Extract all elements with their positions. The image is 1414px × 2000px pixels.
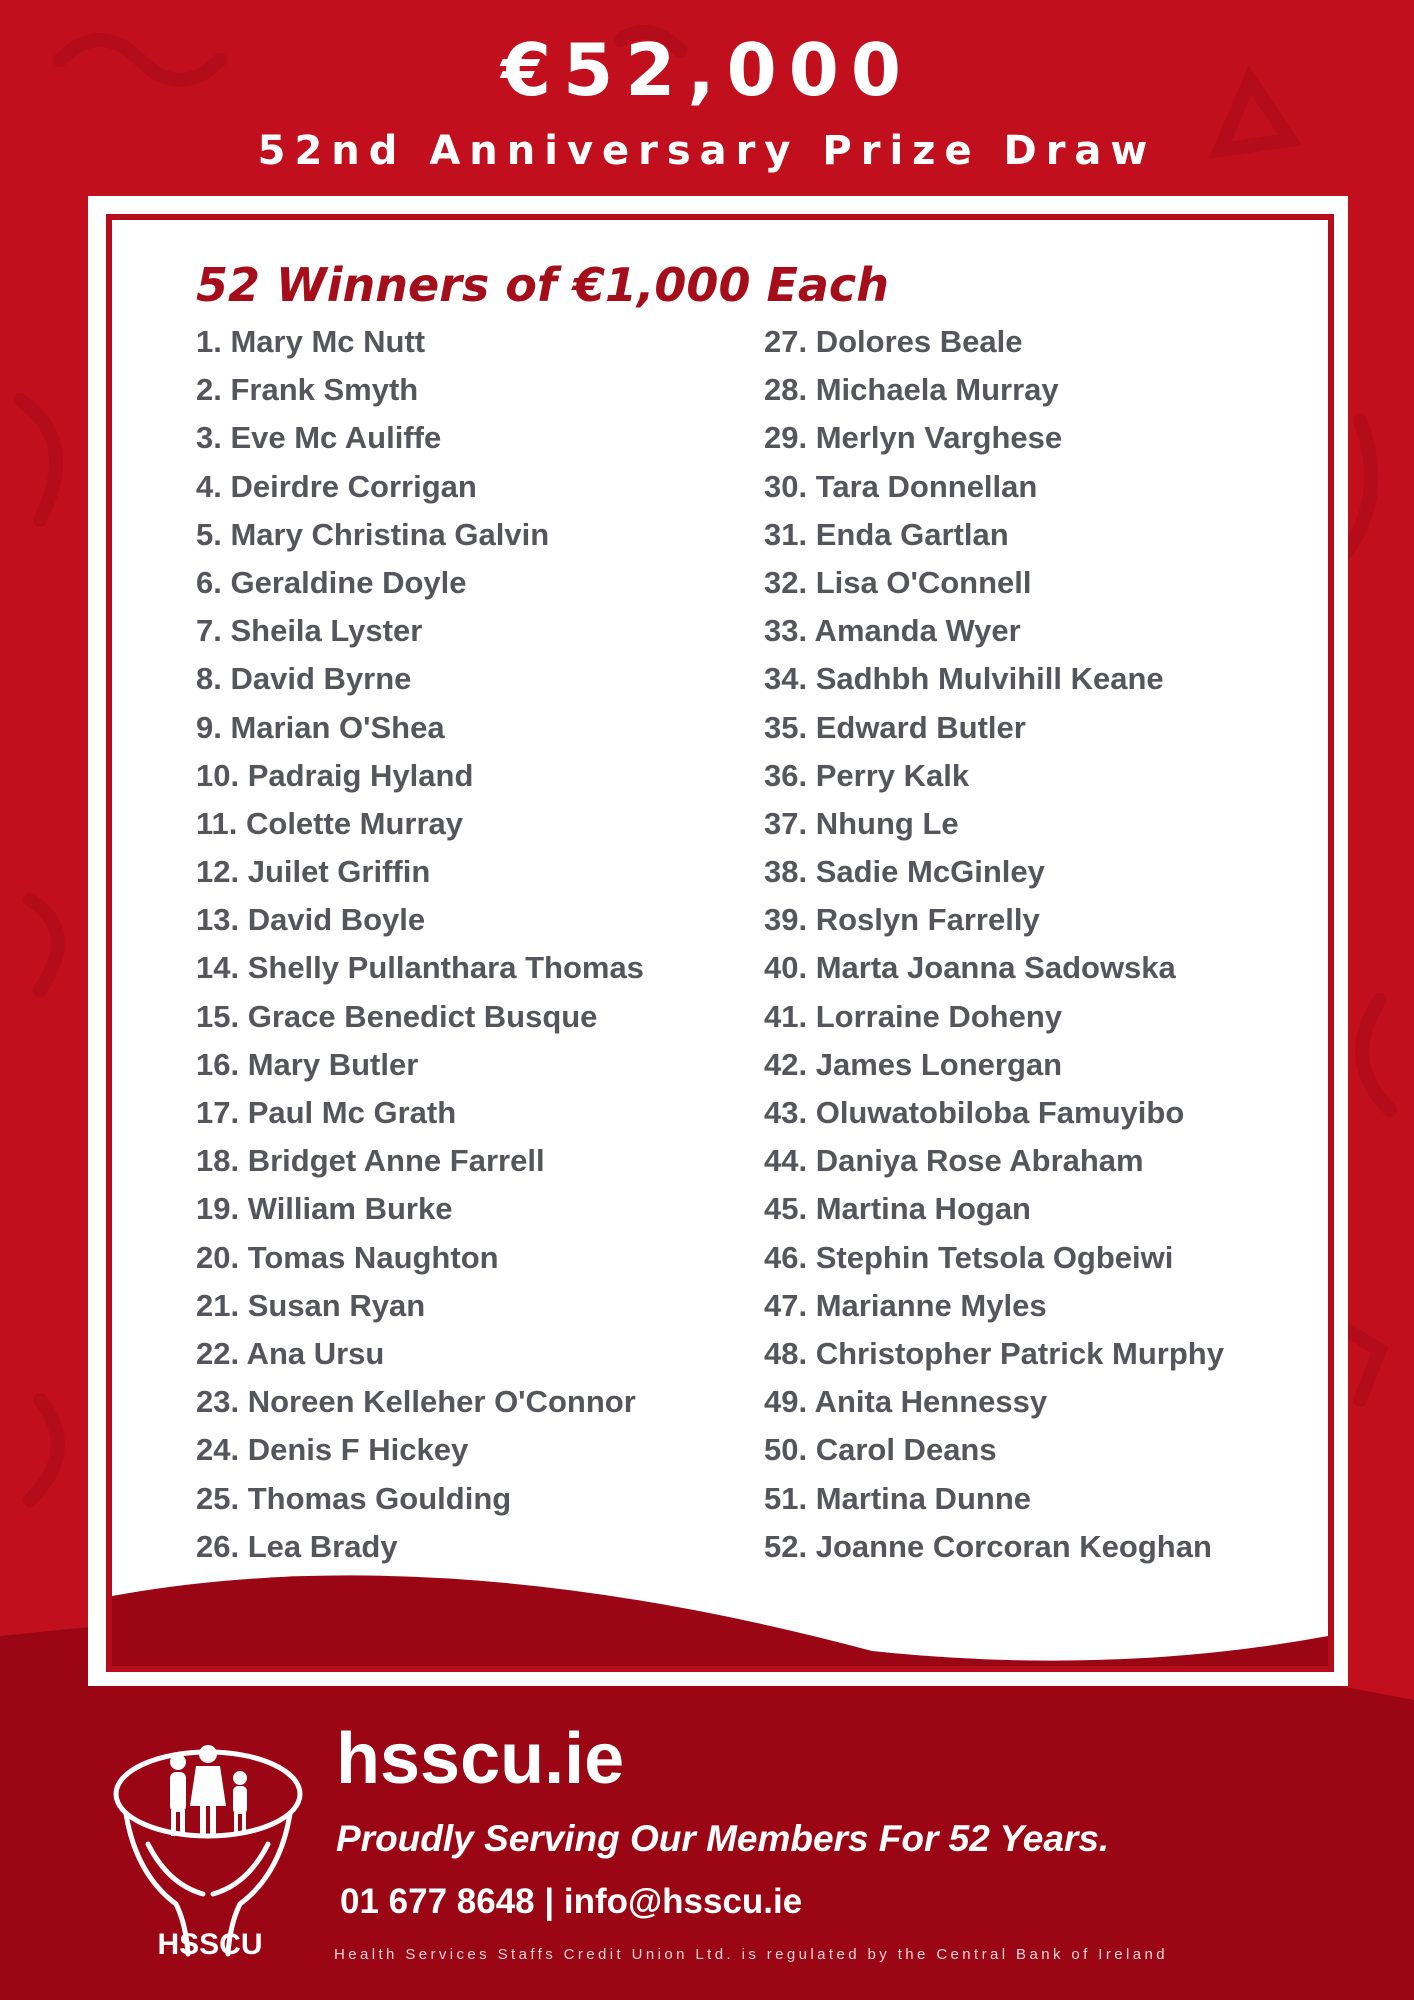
winners-column-right	[764, 318, 1224, 1571]
winner-item: 27. Dolores Beale	[764, 324, 1023, 359]
panel-wave	[112, 1556, 1328, 1666]
winner-item: 1. Mary Mc Nutt	[196, 324, 426, 359]
winner-item: 3. Eve Mc Auliffe	[196, 420, 442, 456]
winner-item: 20. Tomas Naughton	[196, 1239, 499, 1275]
winner-item: 48. Christopher Patrick Murphy	[764, 1335, 1224, 1371]
winner-item: 18. Bridget Anne Farrell	[196, 1143, 545, 1179]
winner-item: 47. Marianne Myles	[764, 1287, 1047, 1323]
website-link[interactable]: hsscu.ie	[336, 1719, 625, 1799]
winner-item: 38. Sadie McGinley	[764, 854, 1045, 890]
winner-item: 36. Perry Kalk	[764, 757, 970, 793]
winner-item: 19. William Burke	[196, 1191, 453, 1227]
winner-item: 16. Mary Butler	[196, 1046, 419, 1082]
regulation-notice: Health Services Staffs Credit Union Ltd. is regulated by the Central Bank of Ireland	[334, 1946, 1168, 1963]
winner-item: 32. Lisa O'Connell	[764, 564, 1032, 600]
contact-info[interactable]: 01 677 8648 | info@hsscu.ie	[340, 1882, 803, 1921]
winner-item: 45. Martina Hogan	[764, 1191, 1031, 1227]
winner-item: 44. Daniya Rose Abraham	[764, 1143, 1144, 1179]
winner-item: 7. Sheila Lyster	[196, 613, 423, 649]
winner-item: 42. James Lonergan	[764, 1046, 1063, 1082]
winner-item: 49. Anita Hennessy	[764, 1384, 1048, 1420]
winner-item: 4. Deirdre Corrigan	[196, 468, 477, 504]
winner-item: 46. Stephin Tetsola Ogbeiwi	[764, 1239, 1174, 1275]
prize-amount: €52,000	[501, 28, 913, 112]
winner-item: 37. Nhung Le	[764, 805, 959, 841]
winner-item: 8. David Byrne	[196, 661, 412, 697]
winner-item: 43. Oluwatobiloba Famuyibo	[764, 1095, 1185, 1130]
logo-text: HSSCU	[157, 1928, 263, 1961]
winner-item: 6. Geraldine Doyle	[196, 564, 467, 600]
winner-item: 21. Susan Ryan	[196, 1287, 426, 1323]
winner-item: 28. Michaela Murray	[764, 372, 1059, 408]
winner-item: 30. Tara Donnellan	[764, 468, 1038, 504]
winner-item: 34. Sadhbh Mulvihill Keane	[764, 661, 1164, 697]
winner-item: 26. Lea Brady	[196, 1528, 398, 1564]
winner-item: 23. Noreen Kelleher O'Connor	[196, 1384, 636, 1420]
winner-item: 10. Padraig Hyland	[196, 757, 474, 793]
winner-item: 25. Thomas Goulding	[196, 1480, 512, 1516]
winner-item: 9. Marian O'Shea	[196, 709, 445, 745]
winner-item: 12. Juilet Griffin	[196, 854, 431, 890]
winner-item: 17. Paul Mc Grath	[196, 1095, 457, 1130]
winner-item: 13. David Boyle	[196, 902, 426, 938]
winner-item: 15. Grace Benedict Busque	[196, 998, 598, 1034]
winner-item: 2. Frank Smyth	[196, 372, 419, 408]
winner-item: 31. Enda Gartlan	[764, 516, 1009, 552]
winner-item: 39. Roslyn Farrelly	[764, 902, 1040, 938]
winner-item: 50. Carol Deans	[764, 1432, 997, 1468]
winner-item: 51. Martina Dunne	[764, 1480, 1031, 1516]
winners-column-left	[196, 318, 644, 1571]
winners-title: 52 Winners of €1,000 Each	[196, 258, 889, 312]
winners-panel-border	[106, 214, 1334, 1672]
winners-panel	[88, 196, 1348, 1686]
winner-item: 29. Merlyn Varghese	[764, 420, 1063, 456]
winner-item: 24. Denis F Hickey	[196, 1432, 469, 1468]
winner-item: 35. Edward Butler	[764, 709, 1026, 745]
tagline: Proudly Serving Our Members For 52 Years.	[336, 1818, 1110, 1859]
winner-item: 52. Joanne Corcoran Keoghan	[764, 1528, 1212, 1564]
winner-item: 11. Colette Murray	[196, 805, 464, 841]
winner-item: 14. Shelly Pullanthara Thomas	[196, 950, 644, 986]
winner-item: 41. Lorraine Doheny	[764, 998, 1063, 1034]
winner-item: 5. Mary Christina Galvin	[196, 516, 550, 552]
winner-item: 22. Ana Ursu	[196, 1335, 385, 1371]
draw-subtitle: 52nd Anniversary Prize Draw	[257, 128, 1157, 174]
winner-item: 40. Marta Joanna Sadowska	[764, 950, 1176, 986]
winner-item: 33. Amanda Wyer	[764, 613, 1021, 649]
